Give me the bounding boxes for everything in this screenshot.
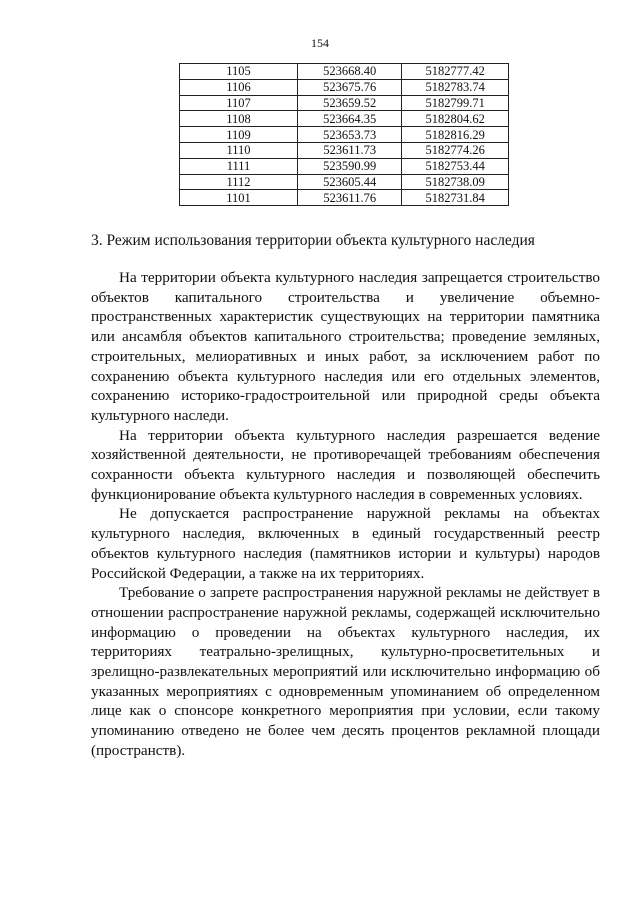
point-number-cell: 1105 xyxy=(180,64,298,80)
table-row xyxy=(180,111,509,127)
x-coordinate-cell: 523605.44 xyxy=(298,174,402,190)
point-number-cell: 1107 xyxy=(180,95,298,111)
y-coordinate-cell: 5182816.29 xyxy=(402,127,509,143)
point-number-cell: 1109 xyxy=(180,127,298,143)
paragraph: Требование о запрете распространения наружной рекламы не действует в отношении распространение наружной рекламы, содержащей исключительно информацию о проведении на объектах культурного наследия, их территориях театрально-зрелищных, культурно-просветительных и зрелищно-развлекательных мероприятий или исключительно информацию об указанных мероприятиях с одновременным упоминанием об определенном лице как о спонсоре конкретного мероприятия при условии, если такому упоминанию отведено не более чем десять процентов рекламной площади (пространств). xyxy=(91,584,600,759)
coordinates-table-body xyxy=(180,64,509,206)
point-number-cell: 1106 xyxy=(180,79,298,95)
paragraph: На территории объекта культурного наследия запрещается строительство объектов капитального строительства и увеличение объемно-пространственных характеристик существующих на территории памятника или ансамбля объектов капитального строительства; проведение земляных, строительных, мелиоративных и иных работ, за исключением работ по сохранению объекта культурного наследия или его отдельных элементов, сохранению историко-градостроительной или природной среды объекта культурного наследи. xyxy=(91,269,600,424)
table-row xyxy=(180,142,509,158)
x-coordinate-cell: 523668.40 xyxy=(298,64,402,80)
point-number-cell: 1108 xyxy=(180,111,298,127)
x-coordinate-cell: 523611.76 xyxy=(298,190,402,206)
section-heading: 3. Режим использования территории объекта культурного наследия xyxy=(91,232,535,249)
point-number-cell: 1112 xyxy=(180,174,298,190)
x-coordinate-cell: 523659.52 xyxy=(298,95,402,111)
y-coordinate-cell: 5182804.62 xyxy=(402,111,509,127)
y-coordinate-cell: 5182783.74 xyxy=(402,79,509,95)
x-coordinate-cell: 523664.35 xyxy=(298,111,402,127)
point-number-cell: 1110 xyxy=(180,142,298,158)
y-coordinate-cell: 5182799.71 xyxy=(402,95,509,111)
table-row xyxy=(180,127,509,143)
x-coordinate-cell: 523653.73 xyxy=(298,127,402,143)
y-coordinate-cell: 5182731.84 xyxy=(402,190,509,206)
paragraph: На территории объекта культурного наследия разрешается ведение хозяйственной деятельности, не противоречащей требованиям обеспечения сохранности объекта культурного наследия и позволяющей обеспечить функционирование объекта культурного наследия в современных условиях. xyxy=(91,426,600,503)
x-coordinate-cell: 523675.76 xyxy=(298,79,402,95)
point-number-cell: 1101 xyxy=(180,190,298,206)
coordinates-table xyxy=(179,63,509,206)
table-row xyxy=(180,190,509,206)
table-row xyxy=(180,64,509,80)
y-coordinate-cell: 5182738.09 xyxy=(402,174,509,190)
y-coordinate-cell: 5182777.42 xyxy=(402,64,509,80)
table-row xyxy=(180,158,509,174)
y-coordinate-cell: 5182774.26 xyxy=(402,142,509,158)
table-row xyxy=(180,174,509,190)
table-row xyxy=(180,79,509,95)
paragraph: Не допускается распространение наружной рекламы на объектах культурного наследия, включенных в единый государственный реестр объектов культурного наследия (памятников истории и культуры) народов Российской Федерации, а также на их территориях. xyxy=(91,505,600,582)
y-coordinate-cell: 5182753.44 xyxy=(402,158,509,174)
section-body xyxy=(91,268,600,761)
table-row xyxy=(180,95,509,111)
point-number-cell: 1111 xyxy=(180,158,298,174)
page-number: 154 xyxy=(311,36,329,50)
x-coordinate-cell: 523590.99 xyxy=(298,158,402,174)
x-coordinate-cell: 523611.73 xyxy=(298,142,402,158)
